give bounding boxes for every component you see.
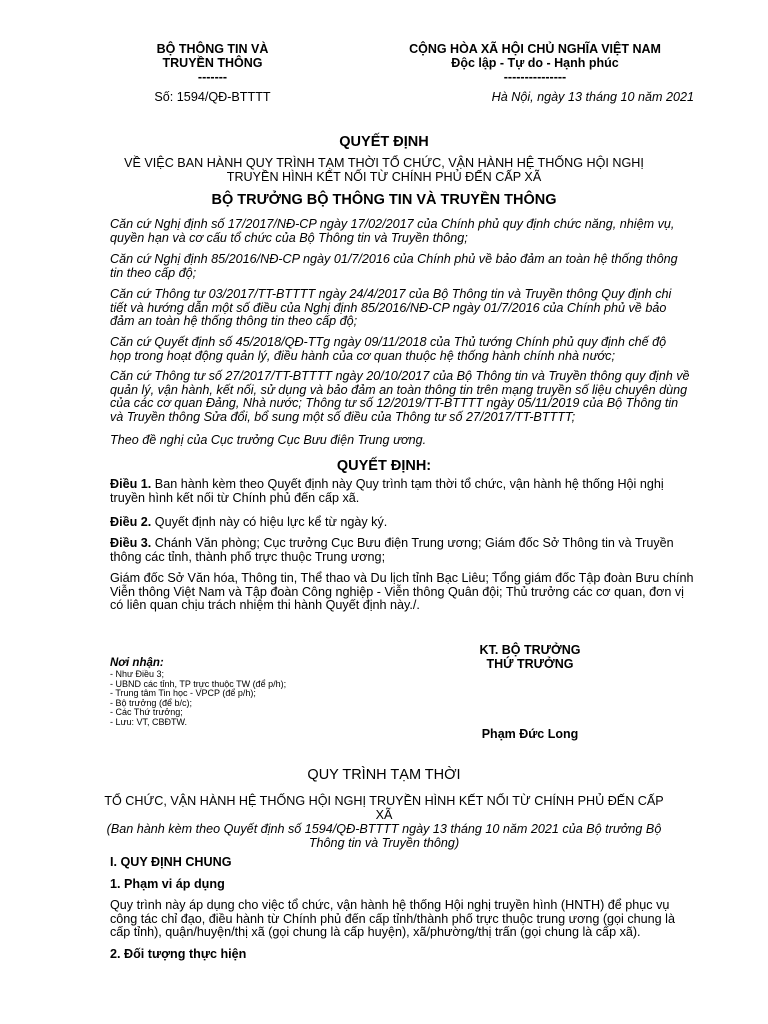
recipient-item: - Lưu: VT, CBĐTW.: [110, 716, 188, 727]
decision-title: QUYẾT ĐỊNH: [339, 134, 429, 150]
signature-block: [420, 643, 640, 671]
country-separator: ---------------: [503, 70, 567, 84]
section-heading: I. QUY ĐỊNH CHUNG: [110, 855, 232, 869]
recipient-item: - UBND các tỉnh, TP trực thuộc TW (để p/h);: [110, 678, 287, 689]
country-block: [345, 42, 725, 84]
decides-title: QUYẾT ĐỊNH:: [336, 458, 432, 474]
procedure-note-line1: (Ban hành kèm theo Quyết định số 1594/QĐ-BTTTT ngày 13 tháng 10 năm 2021 của Bộ trưởng Bộ: [106, 822, 662, 836]
article-text: Quyết định này có hiệu lực kể từ ngày ký.: [151, 515, 388, 529]
article-text: Ban hành kèm theo Quyết định này Quy trình tạm thời tổ chức, vận hành hệ thống Hội nghị truyền hình kết nối từ Chính phủ đến cấp xã.: [110, 477, 664, 505]
decision-authority: BỘ TRƯỞNG BỘ THÔNG TIN VÀ TRUYỀN THÔNG: [211, 192, 557, 208]
article-label: Điều 2.: [110, 515, 152, 529]
procedure-note: [70, 823, 698, 850]
ministry-name-line1: BỘ THÔNG TIN VÀ: [156, 42, 269, 56]
article-text: Chánh Văn phòng; Cục trưởng Cục Bưu điện Trung ương; Giám đốc Sở Thông tin và Truyền thông các tỉnh, thành phố trực thuộc Trung ương;: [110, 536, 674, 564]
recipient-item: - Các Thứ trưởng;: [110, 707, 183, 718]
procedure-subtitle-line1: TỔ CHỨC, VẬN HÀNH HỆ THỐNG HỘI NGHỊ TRUYỀN HÌNH KẾT NỐI TỪ CHÍNH PHỦ ĐẾN CẤP: [104, 794, 664, 808]
basis-paragraph: Theo đề nghị của Cục trưởng Cục Bưu điện Trung ương.: [110, 433, 427, 447]
signature-title-line2: THỨ TRƯỞNG: [486, 657, 574, 671]
procedure-subtitle-line2: XÃ: [375, 807, 393, 822]
signature-title-line1: KT. BỘ TRƯỞNG: [479, 643, 581, 657]
recipient-item: - Như Điều 3;: [110, 669, 165, 679]
basis-paragraph: Căn cứ Nghị định 85/2016/NĐ-CP ngày 01/7/2016 của Chính phủ về bảo đảm an toàn hệ thống thông tin theo cấp độ;: [110, 252, 678, 280]
article-label: Điều 1.: [110, 477, 152, 491]
article-3: [110, 537, 695, 564]
recipient-item: - Bộ trưởng (để b/c);: [110, 697, 192, 708]
recipients-title: Nơi nhận:: [110, 657, 164, 669]
procedure-subtitle: [70, 795, 698, 822]
basis-paragraph: Căn cứ Quyết định số 45/2018/QĐ-TTg ngày 09/11/2018 của Thủ tướng Chính phủ quy định chế độ họp trong hoạt động quản lý, điều hành của cơ quan thuộc hệ thống hành chính nhà nước;: [110, 335, 667, 363]
ministry-name-line2: TRUYỀN THÔNG: [162, 56, 263, 70]
country-name: CỘNG HÒA XÃ HỘI CHỦ NGHĨA VIỆT NAM: [409, 42, 661, 56]
subsection-heading: 2. Đối tượng thực hiện: [110, 947, 247, 961]
subsection-heading: 1. Phạm vi áp dụng: [110, 877, 225, 891]
article-label: Điều 3.: [110, 536, 152, 550]
basis-paragraph: Căn cứ Thông tư số 27/2017/TT-BTTTT ngày 20/10/2017 của Bộ Thông tin và Truyền thông quy định về quản lý, vận hành, kết nối, sử dụng và bảo đảm an toàn thông tin trên mạng truyền số liệu chuyên dùng của các cơ quan Đảng, Nhà nước; Thông tư số 12/2019/TT-BTTTT ngày 05/11/2019 của Bộ Thông tin và Truyền thông Sửa đổi, bổ sung một số điều của Thông tư số 27/2017/TT-BTTTT;: [110, 369, 690, 424]
doc-number: Số: 1594/QĐ-BTTTT: [154, 90, 271, 104]
basis-paragraph: Căn cứ Nghị định số 17/2017/NĐ-CP ngày 17/02/2017 của Chính phủ quy định chức năng, nhiệm vụ, quyền hạn và cơ cấu tổ chức của Bộ Thông tin và Truyền thông;: [110, 217, 675, 245]
ministry-separator: -------: [197, 70, 228, 84]
ministry-block: [110, 42, 315, 84]
recipients-block: [110, 656, 370, 728]
country-motto: Độc lập - Tự do - Hạnh phúc: [451, 56, 619, 70]
decision-subject-line1: VỀ VIỆC BAN HÀNH QUY TRÌNH TẠM THỜI TỔ CHỨC, VẬN HÀNH HỆ THỐNG HỘI NGHỊ: [124, 156, 644, 170]
basis-paragraph: Căn cứ Thông tư 03/2017/TT-BTTTT ngày 24/4/2017 của Bộ Thông tin và Truyền thông Quy định chi tiết và hướng dẫn một số điều của Nghị định 85/2016/NĐ-CP ngày 01/7/2016 của Chính phủ về bảo đảm an toàn hệ thống thông tin theo cấp độ;: [110, 287, 672, 328]
article-2: [110, 516, 695, 530]
procedure-title: QUY TRÌNH TẠM THỜI: [307, 767, 461, 783]
subsection-paragraph: Quy trình này áp dụng cho việc tổ chức, vận hành hệ thống Hội nghị truyền hình (HNTH) để phục vụ công tác chỉ đạo, điều hành từ Chính phủ đến cấp tỉnh/thành phố trực thuộc trung ương (gọi chung là cấp tỉnh), quận/huyện/thị xã (gọi chung là cấp huyện), xã/phường/thị trấn (gọi chung là cấp xã).: [110, 898, 675, 939]
recipient-item: - Trung tâm Tin học - VPCP (để p/h);: [110, 688, 256, 699]
signer-name: Phạm Đức Long: [481, 727, 579, 741]
article-1: [110, 478, 695, 505]
decision-subject: [60, 157, 708, 184]
decision-subject-line2: TRUYỀN HÌNH KẾT NỐI TỪ CHÍNH PHỦ ĐẾN CẤP XÃ: [226, 169, 542, 184]
place-date: Hà Nội, ngày 13 tháng 10 năm 2021: [491, 90, 694, 104]
article-3-continued: Giám đốc Sở Văn hóa, Thông tin, Thể thao và Du lịch tỉnh Bạc Liêu; Tổng giám đốc Tập đoàn Bưu chính Viễn thông Việt Nam và Tập đoàn Công nghiệp - Viễn thông Quân đội; Thủ trưởng các cơ quan, đơn vị có liên quan chịu trách nhiệm thi hành Quyết định này./.: [110, 571, 694, 612]
procedure-note-line2: Thông tin và Truyền thông): [308, 835, 460, 850]
